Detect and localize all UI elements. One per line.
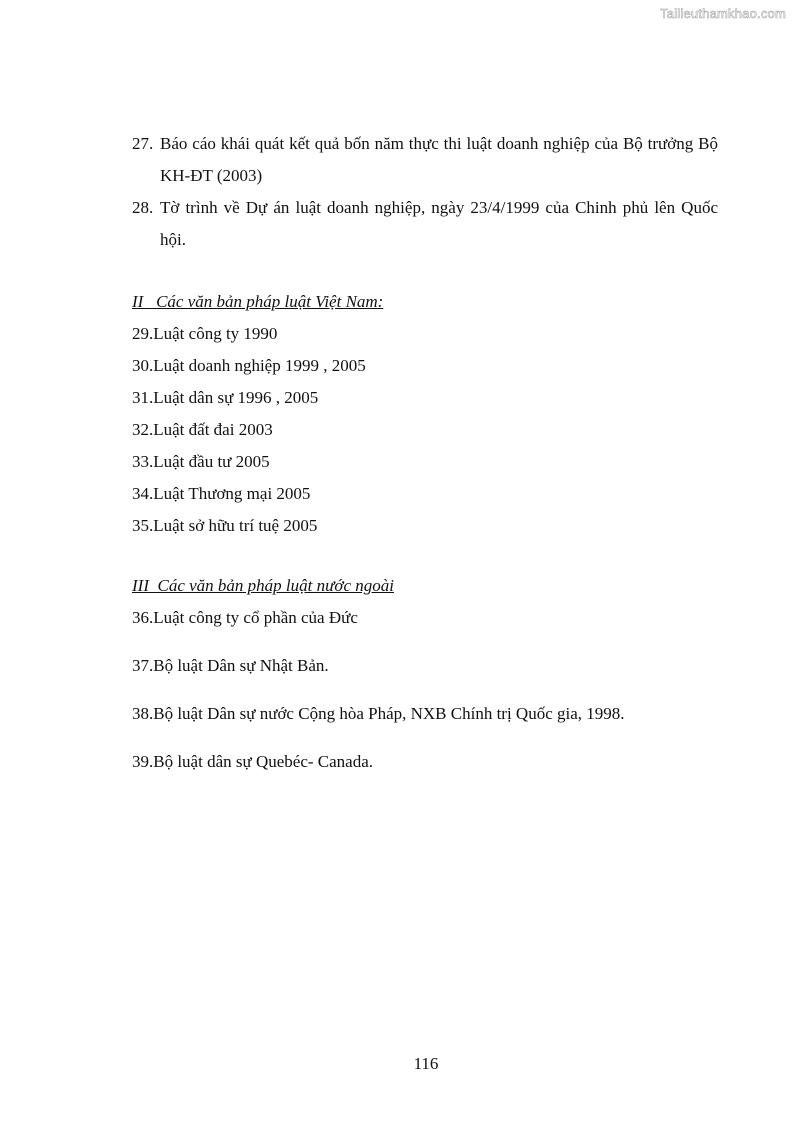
page-number: 116 xyxy=(413,1054,439,1073)
list-item: 33.Luật đầu tư 2005 xyxy=(132,452,270,471)
list-item: 39.Bộ luật dân sự Quebéc- Canada. xyxy=(132,752,374,771)
list-item: 30.Luật doanh nghiệp 1999 , 2005 xyxy=(132,356,366,375)
section-heading-vietnam-law: II Các văn bản pháp luật Việt Nam: xyxy=(132,292,384,311)
reference-number: 28. xyxy=(132,198,154,217)
reference-text: Báo cáo khái quát kết quả bốn năm thực thi luật doanh nghiệp của Bộ trưởng Bộ KH-ĐT (2003) xyxy=(160,134,718,185)
list-item: 32.Luật đất đai 2003 xyxy=(132,420,273,439)
list-item: 31.Luật dân sự 1996 , 2005 xyxy=(132,388,319,407)
reference-item xyxy=(132,128,718,192)
list-item: 37.Bộ luật Dân sự Nhật Bản. xyxy=(132,656,329,675)
reference-item xyxy=(132,192,718,256)
reference-number: 27. xyxy=(132,134,154,153)
list-item: 35.Luật sở hữu trí tuệ 2005 xyxy=(132,516,318,535)
document-body xyxy=(132,128,718,778)
reference-text: Tờ trình về Dự án luật doanh nghiệp, ngày 23/4/1999 của Chinh phủ lên Quốc hội. xyxy=(160,198,718,249)
list-item: 34.Luật Thương mại 2005 xyxy=(132,484,311,503)
section-heading-foreign-law: III Các văn bản pháp luật nước ngoài xyxy=(132,576,394,595)
list-item: 29.Luật công ty 1990 xyxy=(132,324,278,343)
list-item: 36.Luật công ty cổ phần của Đức xyxy=(132,608,358,627)
list-item: 38.Bộ luật Dân sự nước Cộng hòa Pháp, NXB Chính trị Quốc gia, 1998. xyxy=(132,704,625,723)
watermark: Tailieuthamkhao.com xyxy=(660,6,786,21)
